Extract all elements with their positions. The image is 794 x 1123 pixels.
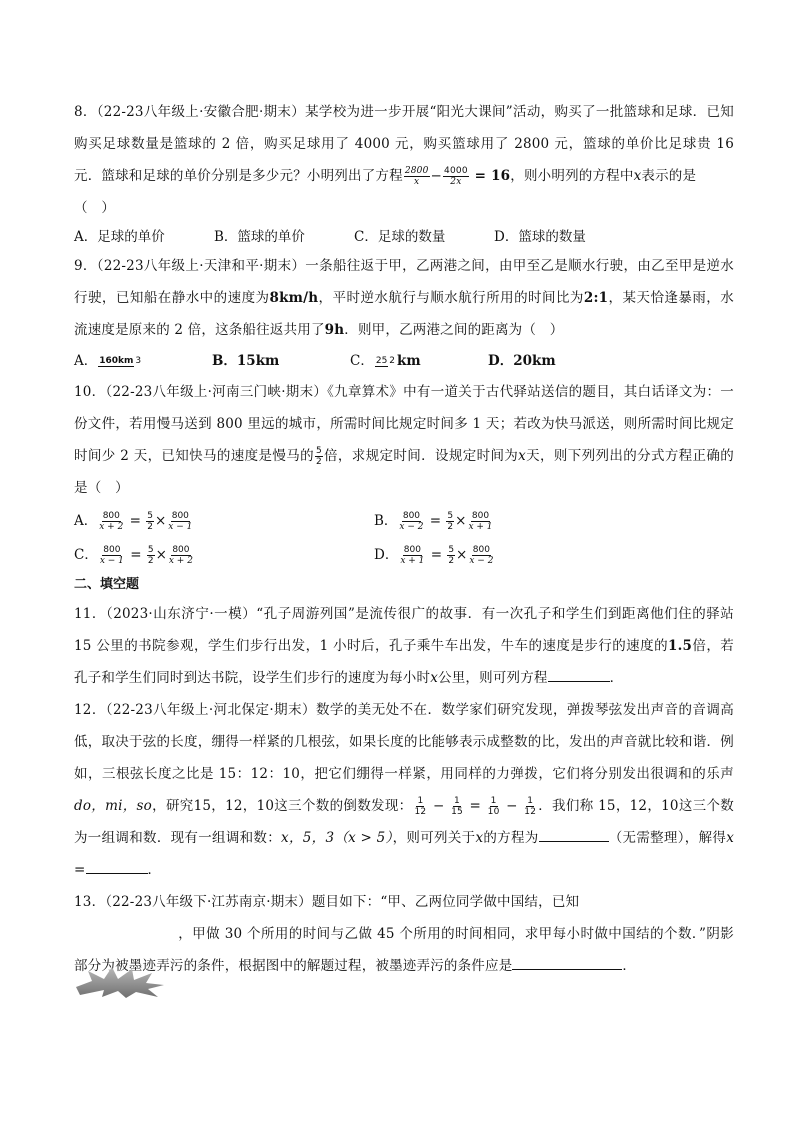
- q12-text: （无需整理），解得: [608, 830, 727, 846]
- option-d[interactable]: D． $\frac{800}{x + 1}$ = $\frac{5}{2}$ × $\frac{800}{x - 2}$: [374, 545, 494, 566]
- q13-text: ，甲做 30 个所用的时间与乙做 45 个所用的时间相同，求甲每小时做中国结的个数．”阴影部分为被墨迹弄污的条件，根据图中的解题过程，被墨迹弄污的条件应是: [74, 926, 734, 974]
- answer-blank[interactable]: [548, 667, 610, 682]
- q9-text: ．则甲，乙两港之间的距离为（ ）: [344, 322, 564, 338]
- q8-text: 表示的是: [641, 168, 697, 184]
- option-a[interactable]: A． $\frac{800}{x + 2}$ = $\frac{5}{2}$ × $\frac{800}{x - 1}$: [74, 511, 193, 532]
- option-d[interactable]: D．篮球的数量: [494, 229, 586, 245]
- minus-sign: −: [430, 168, 443, 184]
- option-c[interactable]: C．足球的数量: [354, 229, 446, 245]
- document-page: [74, 96, 734, 982]
- option-b[interactable]: B．篮球的单价: [214, 229, 305, 245]
- fraction: $\frac{2800}{x}$: [404, 166, 429, 187]
- answer-blank[interactable]: [512, 955, 622, 970]
- q9-options: [74, 346, 734, 376]
- q10-text: 天，则下列列出的分式方程正确的是（ ）: [74, 448, 734, 496]
- variable: x: [475, 830, 484, 846]
- q10-options-row1: [74, 504, 734, 538]
- q9-text: ，平时逆水航行与顺水航行所用的时间比为: [318, 290, 584, 306]
- q11-text: 倍，若孔子和学生们同时到达书院，设学生们步行的速度为每小时: [74, 638, 734, 686]
- option-a[interactable]: A． 160km 3: [74, 353, 142, 369]
- q12-text: ，则可列关于: [392, 830, 476, 846]
- ratio-value: 2:1: [583, 290, 609, 306]
- q10-text: 倍，求规定时间．设规定时间为: [323, 448, 519, 464]
- question-13: 13．（22-23八年级下·江苏南京·期末）题目如下：“甲、乙两位同学做中国结，已知 ，甲做 30 个所用的时间与乙做 45 个所用的时间相同，求甲每小时做中国结的个数．”阴影部分为被墨迹弄污的条件，根据图中的解题过程，被墨迹弄污的条件应是 ．: [74, 894, 734, 974]
- q12-text: 12．（22-23八年级上·河北保定·期末）数学的美无处不在．数学家们研究发现，弹拨琴弦发出声音的音调高低，取决于弦的长度，绷得一样紧的几根弦，如果长度的比能够表示成整数的比，发出的声音就比较和谐．例如，三根弦长度之比是 15：12：10，把它们绷得一样紧，用同样的力弹拨，它们将分别发出很调和的乐声: [74, 702, 734, 782]
- option-c[interactable]: C． $\frac{800}{x - 1}$ = $\frac{5}{2}$ × $\frac{800}{x + 2}$: [74, 545, 193, 566]
- q10-text: 10．（22-23八年级上·河南三门峡·期末）《九章算术》中有一道关于古代驿站送信的题目，其白话译文为：一份文件，若用慢马送到 800 里远的城市，所需时间比规定时间多 1 天；若改为快马派送，则所需时间比规定时间少 2 天，已知快马的速度是慢马的: [74, 384, 734, 464]
- q11-text: 公里，则可列方程: [438, 670, 548, 686]
- fraction: 160km 3: [99, 356, 142, 366]
- option-b[interactable]: B．15km: [212, 353, 280, 369]
- q8-text: 8．（22-23八年级上·安徽合肥·期末）某学校为进一步开展“阳光大课间”活动，购买了一批篮球和足球．已知购买足球数量是篮球的 2 倍，购买足球用了 4000 元，购买篮球用了 2800 元，篮球的单价比足球贵 16 元．篮球和足球的单价分别是多少元？小明列出了方程: [74, 104, 734, 184]
- answer-paren: （ ）: [74, 200, 116, 216]
- solution-label: x =: [74, 830, 735, 878]
- fraction: 25 2: [375, 356, 396, 366]
- question-12: 12．（22-23八年级上·河北保定·期末）数学的美无处不在．数学家们研究发现，弹拨琴弦发出声音的音调高低，取决于弦的长度，绷得一样紧的几根弦，如果长度的比能够表示成整数的比，发出的声音就比较和谐．例如，三根弦长度之比是 15：12：10，把它们绷得一样紧，用同样的力弹拨，它们将分别发出很调和的乐声 do，mi，so，研究15，12，10这三个数的倒数发现： $\frac{1}{12}$ − $\frac{1}{15}$ = $\frac{1}{10}$ − $\frac{1}{12}$ ．我们称 15，12，10这三个数为一组调和数．现有一组调和数：x，5，3（x > 5），则可列关于x的方程为 （无需整理），解得x = ．: [74, 702, 735, 878]
- q13-text: 13．（22-23八年级下·江苏南京·期末）题目如下：“甲、乙两位同学做中国结，已知: [74, 894, 580, 910]
- solution-blank[interactable]: [86, 859, 148, 874]
- option-c[interactable]: C． 25 2 km: [350, 353, 421, 369]
- ink-smudge-image: [74, 965, 166, 999]
- q8-options: [74, 224, 734, 250]
- q11-text: 11．（2023·山东济宁·一模）“孔子周游列国”是流传很广的故事．有一次孔子和学生们到距离他们住的驿站 15 公里的书院参观，学生们步行出发，1 小时后，孔子乘牛车出发，牛车的速度是步行的速度的: [74, 606, 734, 654]
- equation-blank[interactable]: [539, 827, 609, 842]
- equation-rhs: = 16: [469, 168, 511, 184]
- option-d[interactable]: D．20km: [488, 353, 556, 369]
- fraction: $\frac{5}{2}$: [315, 446, 322, 467]
- option-a[interactable]: A．足球的单价: [74, 229, 165, 245]
- variable: x: [633, 168, 642, 184]
- q12-text: ，研究15，12，10这三个数的倒数发现：: [152, 798, 413, 814]
- multiplier: 1.5: [668, 638, 693, 654]
- question-9: [74, 250, 734, 346]
- q9-text: 9．（22-23八年级上·天津和平·期末）一条船往返于甲，乙两港之间，由甲至乙是顺水行驶，由乙至甲是逆水行驶，已知船在静水中的速度为: [74, 258, 734, 306]
- q12-text: 的方程为: [483, 830, 539, 846]
- q8-text: ，则小明列的方程中: [510, 168, 634, 184]
- fraction: $\frac{4000}{2x}$: [444, 166, 468, 187]
- variable: x: [430, 670, 439, 686]
- section-heading: 二、填空题: [74, 577, 140, 592]
- question-8: [74, 96, 734, 192]
- variable: x: [518, 448, 526, 464]
- q10-options-row2: [74, 538, 734, 572]
- question-10: [74, 376, 734, 504]
- notes: do，mi，so: [74, 798, 153, 814]
- speed-value: 8km/h: [269, 290, 319, 306]
- question-11: 11．（2023·山东济宁·一模）“孔子周游列国”是流传很广的故事．有一次孔子和学生们到距离他们住的驿站 15 公里的书院参观，学生们步行出发，1 小时后，孔子乘牛车出发，牛车的速度是步行的速度的1.5倍，若孔子和学生们同时到达书院，设学生们步行的速度为每小时x公里，则可列方程 ．: [74, 606, 734, 686]
- q9-text: ，某天恰逢暴雨，水流速度是原来的 2 倍，这条船往返共用了: [74, 290, 734, 338]
- option-b[interactable]: B． $\frac{800}{x - 2}$ = $\frac{5}{2}$ × $\frac{800}{x + 1}$: [374, 511, 493, 532]
- time-value: 9h: [324, 322, 345, 338]
- harmonic-sequence: x，5，3（x > 5）: [281, 830, 393, 846]
- q12-text: ．我们称 15，12，10这三个数为一组调和数．现有一组调和数：: [74, 798, 734, 846]
